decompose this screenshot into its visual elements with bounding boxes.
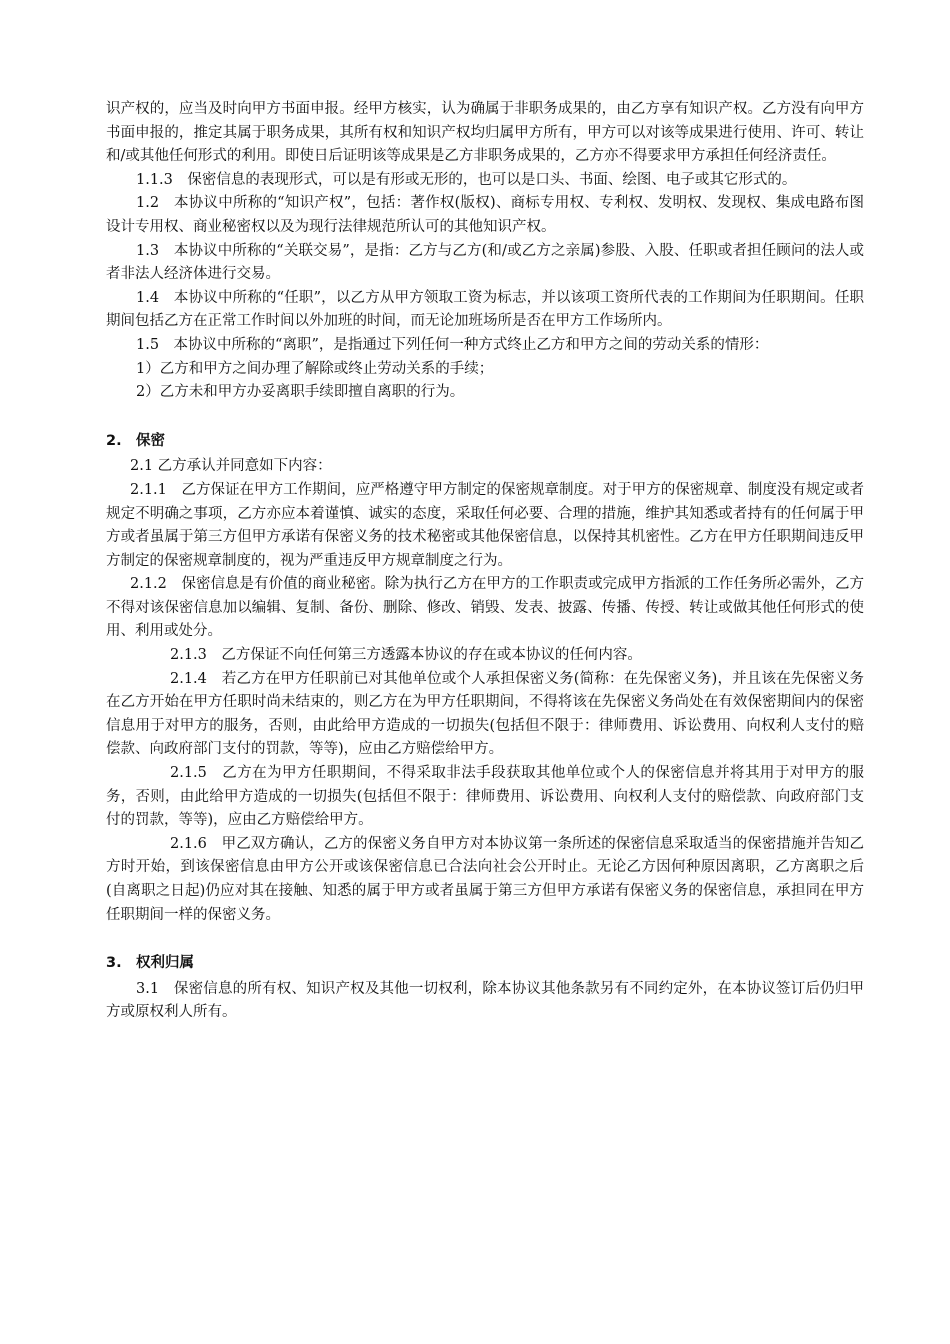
list-item-1: 1）乙方和甲方之间办理了解除或终止劳动关系的手续； [136, 360, 494, 377]
paragraph-1-3: 1.3 本协议中所称的“关联交易”，是指：乙方与乙方(和/或乙方之亲属)参股、入股、任职或者担任顾问的法人或者非法人经济体进行交易。 [106, 242, 864, 283]
paragraph-ip-report: 识产权的，应当及时向甲方书面申报。经甲方核实，认为确属于非职务成果的，由乙方享有知识产权。乙方没有向甲方书面申报的，推定其属于职务成果，其所有权和知识产权均归属甲方所有，甲方可以对该等成果进行使用、许可、转让和/或其他任何形式的利用。即使日后证明该等成果是乙方非职务成果的，乙方亦不得要求甲方承担任何经济责任。 [106, 101, 864, 165]
paragraph-2-1-4: 2.1.4 若乙方在甲方任职前已对其他单位或个人承担保密义务(简称：在先保密义务)，并且该在先保密义务在乙方开始在甲方任职时尚未结束的，则乙方在为甲方任职期间，不得将该在先保密义务尚处在有效保密期间内的保密信息用于对甲方的服务，否则，由此给甲方造成的一切损失(包括但不限于：律师费用、诉讼费用、向权利人支付的赔偿款、向政府部门支付的罚款，等等)，应由乙方赔偿给甲方。 [106, 670, 864, 758]
section-heading-confidentiality [106, 430, 864, 454]
section-number: 2. [106, 432, 122, 449]
paragraph-1-4: 1.4 本协议中所称的“任职”，以乙方从甲方领取工资为标志，并以该项工资所代表的工作期间为任职期间。任职期间包括乙方在正常工作时间以外加班的时间，而无论加班场所是否在甲方工作场所内。 [106, 289, 864, 330]
section-title: 保密 [136, 432, 165, 449]
paragraph-1-5: 1.5 本协议中所称的“离职”，是指通过下列任何一种方式终止乙方和甲方之间的劳动关系的情形： [136, 336, 769, 353]
section-title: 权利归属 [136, 955, 194, 972]
paragraph-2-1-6: 2.1.6 甲乙双方确认，乙方的保密义务自甲方对本协议第一条所述的保密信息采取适当的保密措施并告知乙方时开始，到该保密信息由甲方公开或该保密信息已合法向社会公开时止。无论乙方因何种原因离职，乙方离职之后(自离职之日起)仍应对其在接触、知悉的属于甲方或者虽属于第三方但甲方承诺有保密义务的保密信息，承担同在甲方任职期间一样的保密义务。 [106, 835, 864, 923]
document-page [106, 98, 864, 1025]
paragraph-2-1: 2.1 乙方承认并同意如下内容： [130, 458, 332, 475]
paragraph-3-1: 3.1 保密信息的所有权、知识产权及其他一切权利，除本协议其他条款另有不同约定外，在本协议签订后仍归甲方或原权利人所有。 [106, 980, 864, 1021]
paragraph-2-1-1: 2.1.1 乙方保证在甲方工作期间，应严格遵守甲方制定的保密规章制度。对于甲方的保密规章、制度没有规定或者规定不明确之事项，乙方亦应本着谨慎、诚实的态度，采取任何必要、合理的措施，维护其知悉或者持有的任何属于甲方或者虽属于第三方但甲方承诺有保密义务的技术秘密或其他保密信息，以保持其机密性。乙方在甲方任职期间违反甲方制定的保密规章制度的，视为严重违反甲方规章制度之行为。 [106, 481, 864, 569]
paragraph-1-2: 1.2 本协议中所称的“知识产权”，包括：著作权(版权)、商标专用权、专利权、发明权、发现权、集成电路布图设计专用权、商业秘密权以及为现行法律规范所认可的其他知识产权。 [106, 195, 864, 235]
paragraph-2-1-2: 2.1.2 保密信息是有价值的商业秘密。除为执行乙方在甲方的工作职责或完成甲方指派的工作任务所必需外，乙方不得对该保密信息加以编辑、复制、备份、删除、修改、销毁、发表、披露、传播、传授、转让或做其他任何形式的使用、利用或处分。 [106, 576, 864, 640]
paragraph-2-1-3: 2.1.3 乙方保证不向任何第三方透露本协议的存在或本协议的任何内容。 [170, 647, 642, 664]
section-heading-rights [106, 952, 864, 976]
section-number: 3. [106, 955, 122, 972]
paragraph-2-1-5: 2.1.5 乙方在为甲方任职期间，不得采取非法手段获取其他单位或个人的保密信息并将其用于对甲方的服务，否则，由此给甲方造成的一切损失(包括但不限于：律师费用、诉讼费用、向权利人支付的赔偿款、向政府部门支付的罚款，等等)，应由乙方赔偿给甲方。 [106, 765, 864, 829]
paragraph-1-1-3: 1.1.3 保密信息的表现形式，可以是有形或无形的，也可以是口头、书面、绘图、电子或其它形式的。 [136, 171, 797, 188]
list-item-2: 2）乙方未和甲方办妥离职手续即擅自离职的行为。 [136, 384, 465, 401]
